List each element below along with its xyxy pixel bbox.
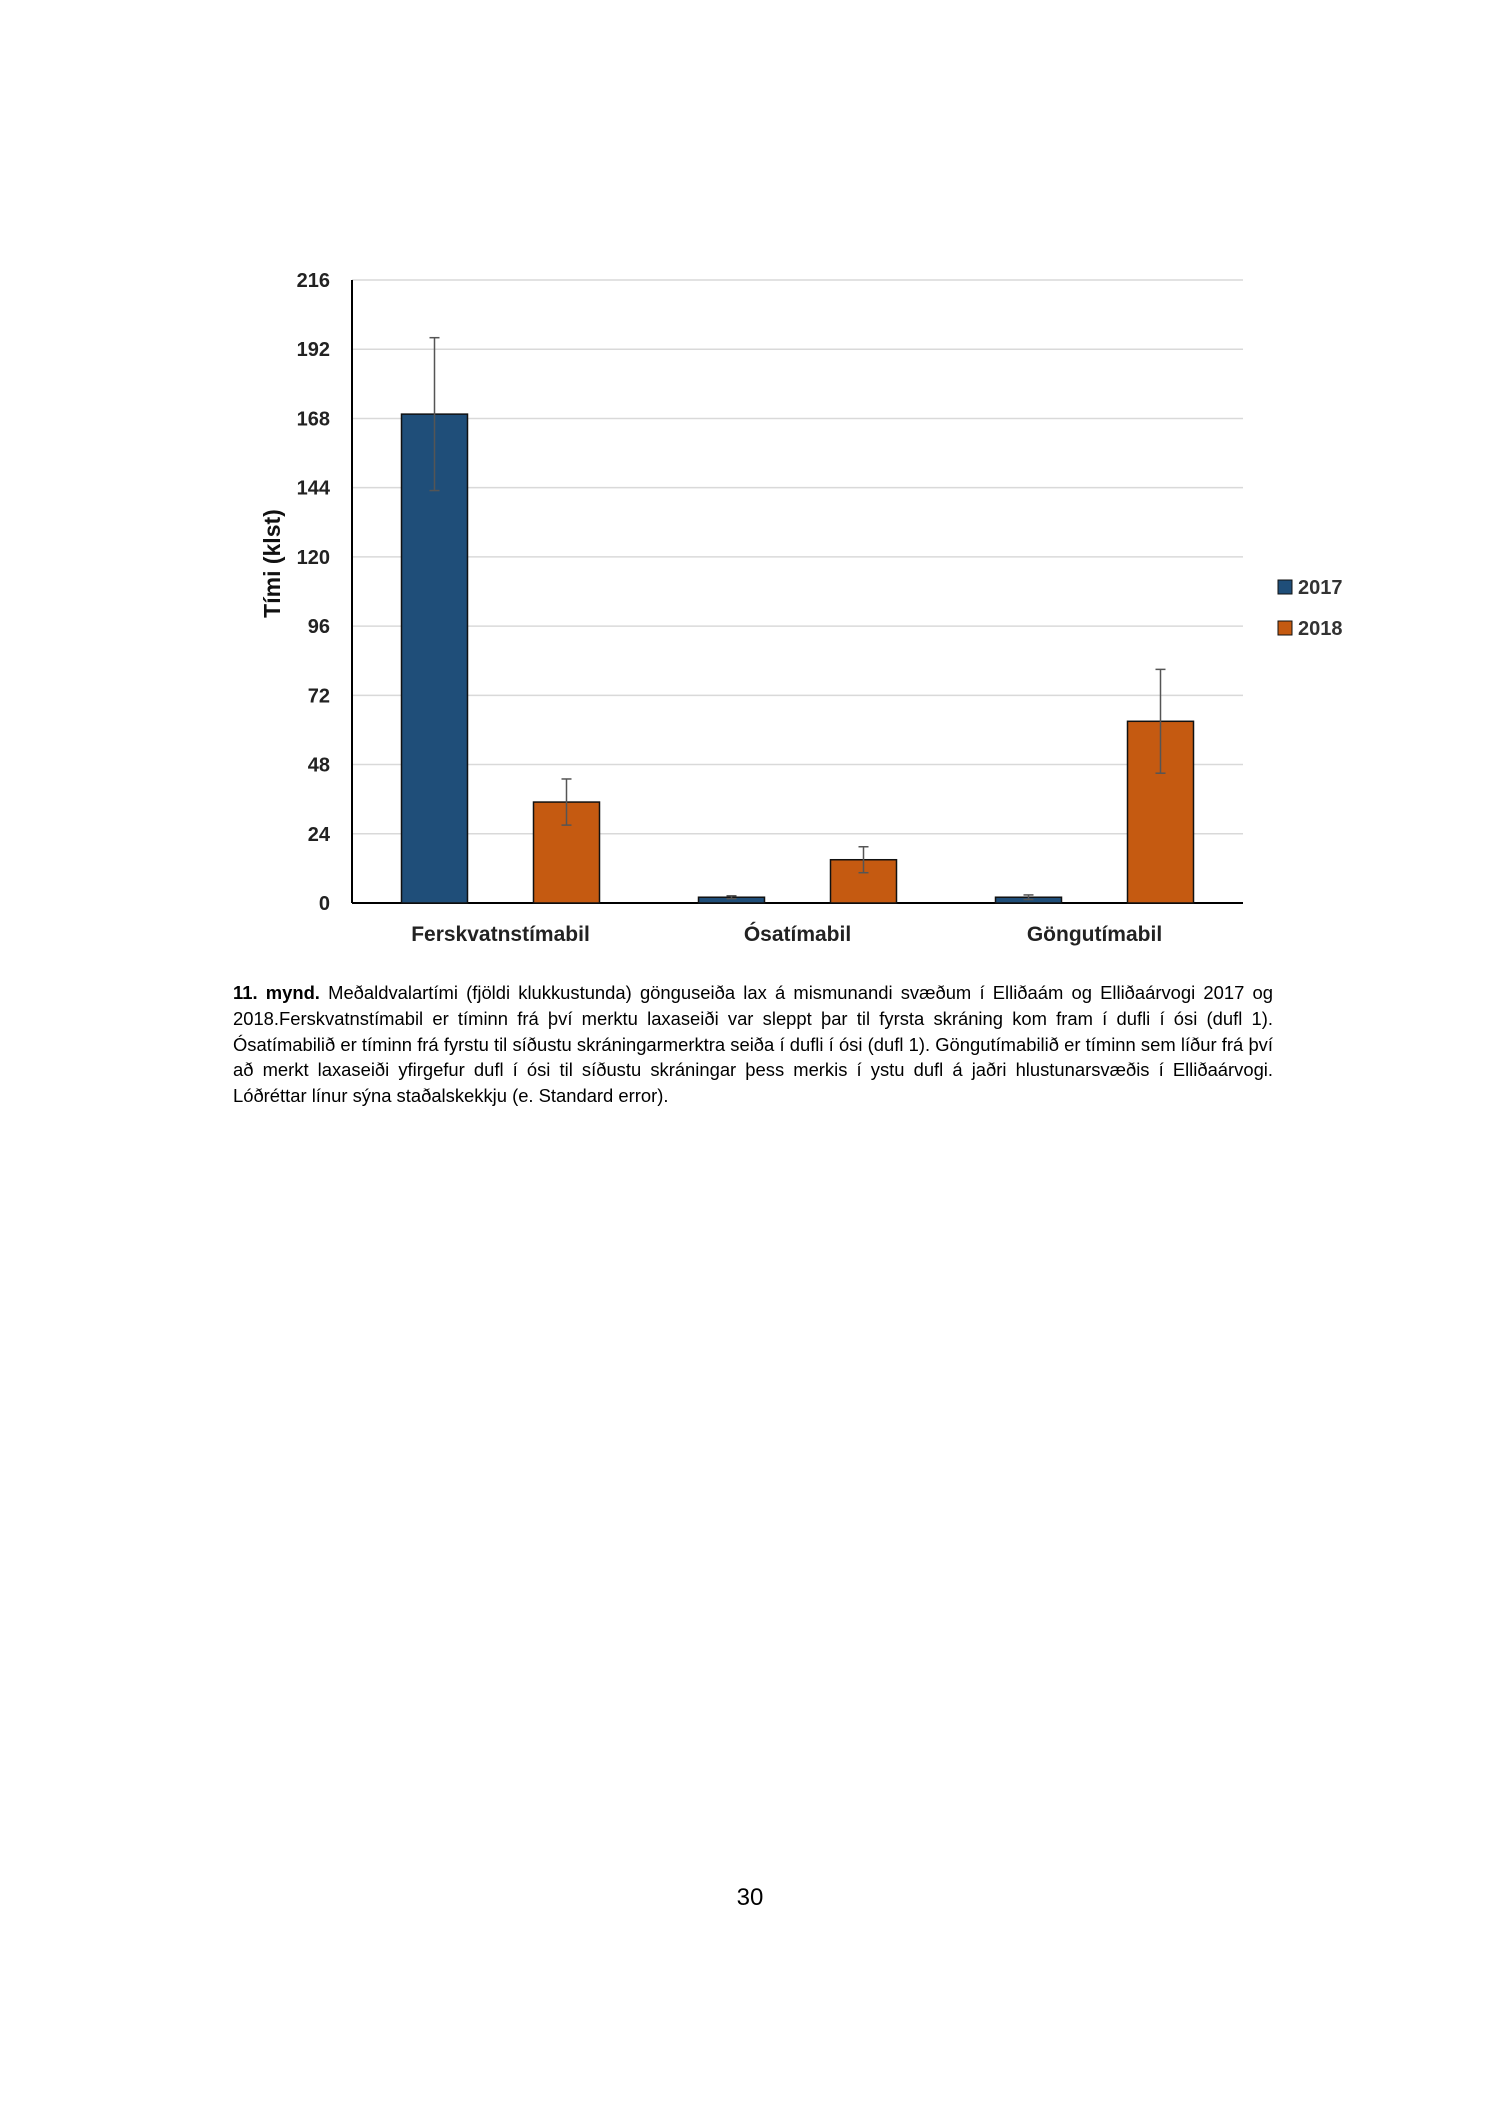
y-axis-title: Tími (klst) — [259, 509, 285, 618]
y-tick-label: 144 — [296, 477, 330, 500]
legend-label: 2018 — [1298, 618, 1343, 640]
legend-label: 2017 — [1298, 577, 1343, 599]
page-number: 30 — [736, 1884, 764, 1911]
y-tick-label: 72 — [307, 685, 330, 708]
x-tick-label: Göngutímabil — [1026, 923, 1163, 946]
y-tick-label: 192 — [296, 339, 330, 362]
y-tick-label: 96 — [307, 616, 330, 639]
legend-swatch — [1278, 580, 1292, 594]
x-tick-label: Ferskvatnstímabil — [411, 923, 590, 946]
caption-text: Meðaldvalartími (fjöldi klukkustunda) gönguseiða lax á mismunandi svæðum í Elliðaám og Elliðaárvogi 2017 og 2018.Ferskvatnstímabil er tíminn frá því merktu laxaseiði var sleppt þar til fyrsta skráning kom fram í dufli í ósi (dufl 1). Ósatímabilið er tíminn frá fyrstu til síðustu skráningarmerktra seiða í dufli í ósi (dufl 1). Göngutímabilið er tíminn sem líður frá því að merkt laxaseiði yfirgefur dufl í ósi til síðustu skráningar þess merkis í ystu dufl á jaðri hlustunarsvæðis í Elliðaárvogi. Lóðréttar línur sýna staðalskekkju (e. Standard error). — [233, 982, 1273, 1107]
x-tick-label: Ósatímabil — [743, 923, 852, 946]
y-tick-label: 48 — [307, 754, 330, 777]
y-tick-label: 0 — [318, 893, 330, 915]
caption-number: 11. mynd. — [233, 982, 320, 1003]
figure-caption — [233, 980, 1273, 1109]
legend-swatch — [1278, 621, 1292, 635]
y-tick-label: 216 — [296, 270, 330, 292]
y-tick-label: 120 — [296, 546, 330, 569]
bar-chart — [240, 255, 1380, 955]
y-tick-label: 168 — [296, 408, 330, 431]
y-tick-label: 24 — [307, 823, 330, 846]
